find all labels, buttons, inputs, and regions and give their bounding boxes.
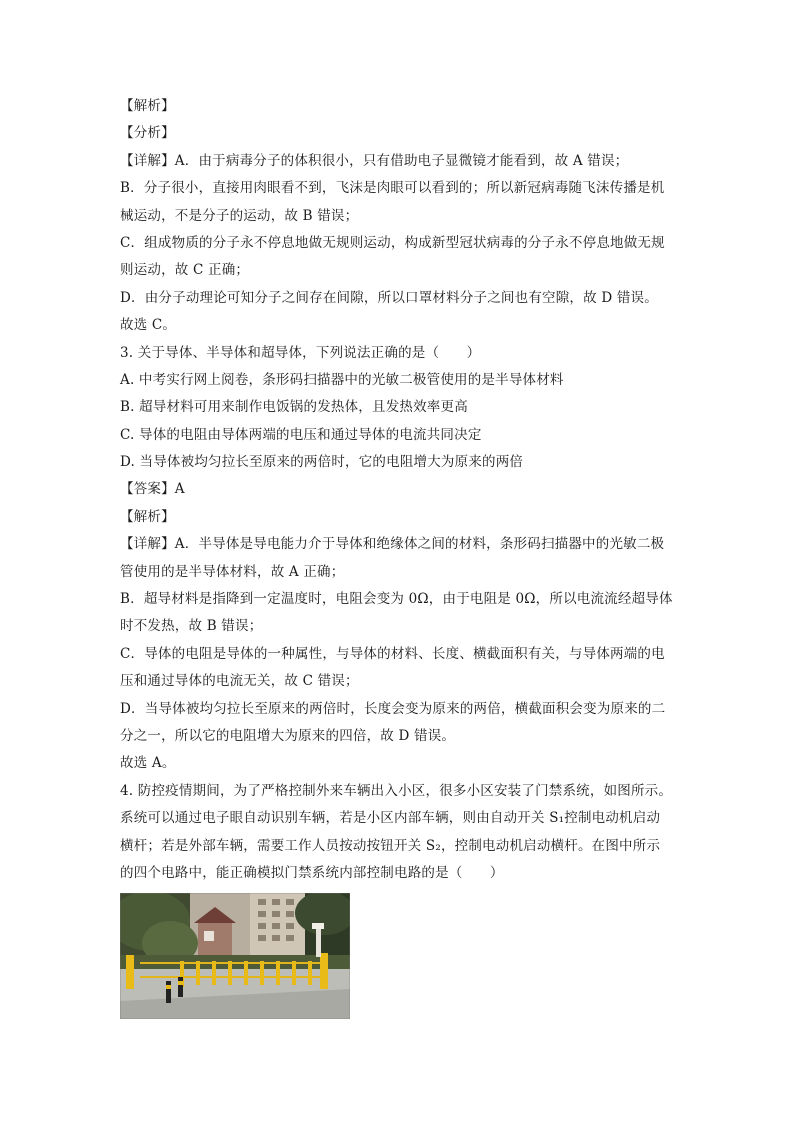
text-line: 的四个电路中，能正确模拟门禁系统内部控制电路的是（ ） (120, 864, 504, 881)
text-line: 故选 A。 (120, 755, 176, 772)
answer-line: 【答案】A (120, 481, 185, 498)
text-line: 【解析】 (120, 98, 175, 114)
text-line: D．当导体被均匀拉长至原来的两倍时，长度会变为原来的两倍，横截面积会变为原来的二 (120, 700, 666, 717)
question-4: 4. 防控疫情期间，为了严格控制外来车辆出入小区，很多小区安装了门禁系统，如图所示。 (120, 782, 673, 799)
text-line: C．导体的电阻是导体的一种属性，与导体的材料、长度、横截面积有关，与导体两端的电 (120, 645, 665, 662)
text-line: 管使用的是半导体材料，故 A 正确； (120, 563, 345, 580)
text-line: C．组成物质的分子永不停息地做无规则运动，构成新型冠状病毒的分子永不停息地做无规 (120, 234, 665, 251)
text-line: B．分子很小，直接用肉眼看不到，飞沫是肉眼可以看到的；所以新冠病毒随飞沫传播是机 (120, 180, 665, 197)
text-line: 【详解】A．半导体是导电能力介于导体和绝缘体之间的材料，条形码扫描器中的光敏二极 (120, 536, 665, 553)
text-line: 故选 C。 (120, 317, 177, 334)
text-line: 压和通过导体的电流无关，故 C 错误； (120, 673, 359, 690)
option-b: B. 超导材料可用来制作电饭锅的发热体，且发热效率更高 (120, 399, 468, 416)
text-line: 【分析】 (120, 125, 175, 142)
text-line: 【解析】 (120, 508, 175, 525)
option-d: D. 当导体被均匀拉长至原来的两倍时，它的电阻增大为原来的两倍 (120, 454, 524, 471)
text-line: D．由分子动理论可知分子之间存在间隙，所以口罩材料分子之间也有空隙，故 D 错误。 (120, 289, 658, 306)
option-c: C. 导体的电阻由导体两端的电压和通过导体的电流共同决定 (120, 426, 482, 443)
text-line: 分之一，所以它的电阻增大为原来的四倍，故 D 错误。 (120, 727, 456, 744)
text-line: 时不发热，故 B 错误； (120, 618, 263, 635)
document-body (120, 93, 680, 1019)
text-line: 则运动，故 C 正确； (120, 262, 250, 279)
text-line: B．超导材料是指降到一定温度时，电阻会变为 0Ω，由于电阻是 0Ω，所以电流流经超导体 (120, 591, 673, 608)
text-line: 【详解】A．由于病毒分子的体积很小，只有借助电子显微镜才能看到，故 A 错误； (120, 152, 629, 169)
option-a: A. 中考实行网上阅卷，条形码扫描器中的光敏二极管使用的是半导体材料 (120, 371, 564, 388)
text-line: 横杆；若是外部车辆，需要工作人员按动按钮开关 S₂，控制电动机启动横杆。在图中所示 (120, 837, 661, 854)
gate-photo-image (120, 893, 350, 1019)
gate-photo (120, 893, 350, 1019)
text-line: 系统可以通过电子眼自动识别车辆，若是小区内部车辆，则由自动开关 S₁控制电动机启动 (120, 810, 661, 827)
text-line: 械运动，不是分子的运动，故 B 错误； (120, 207, 359, 224)
question-3: 3. 关于导体、半导体和超导体，下列说法正确的是（ ） (120, 344, 481, 361)
